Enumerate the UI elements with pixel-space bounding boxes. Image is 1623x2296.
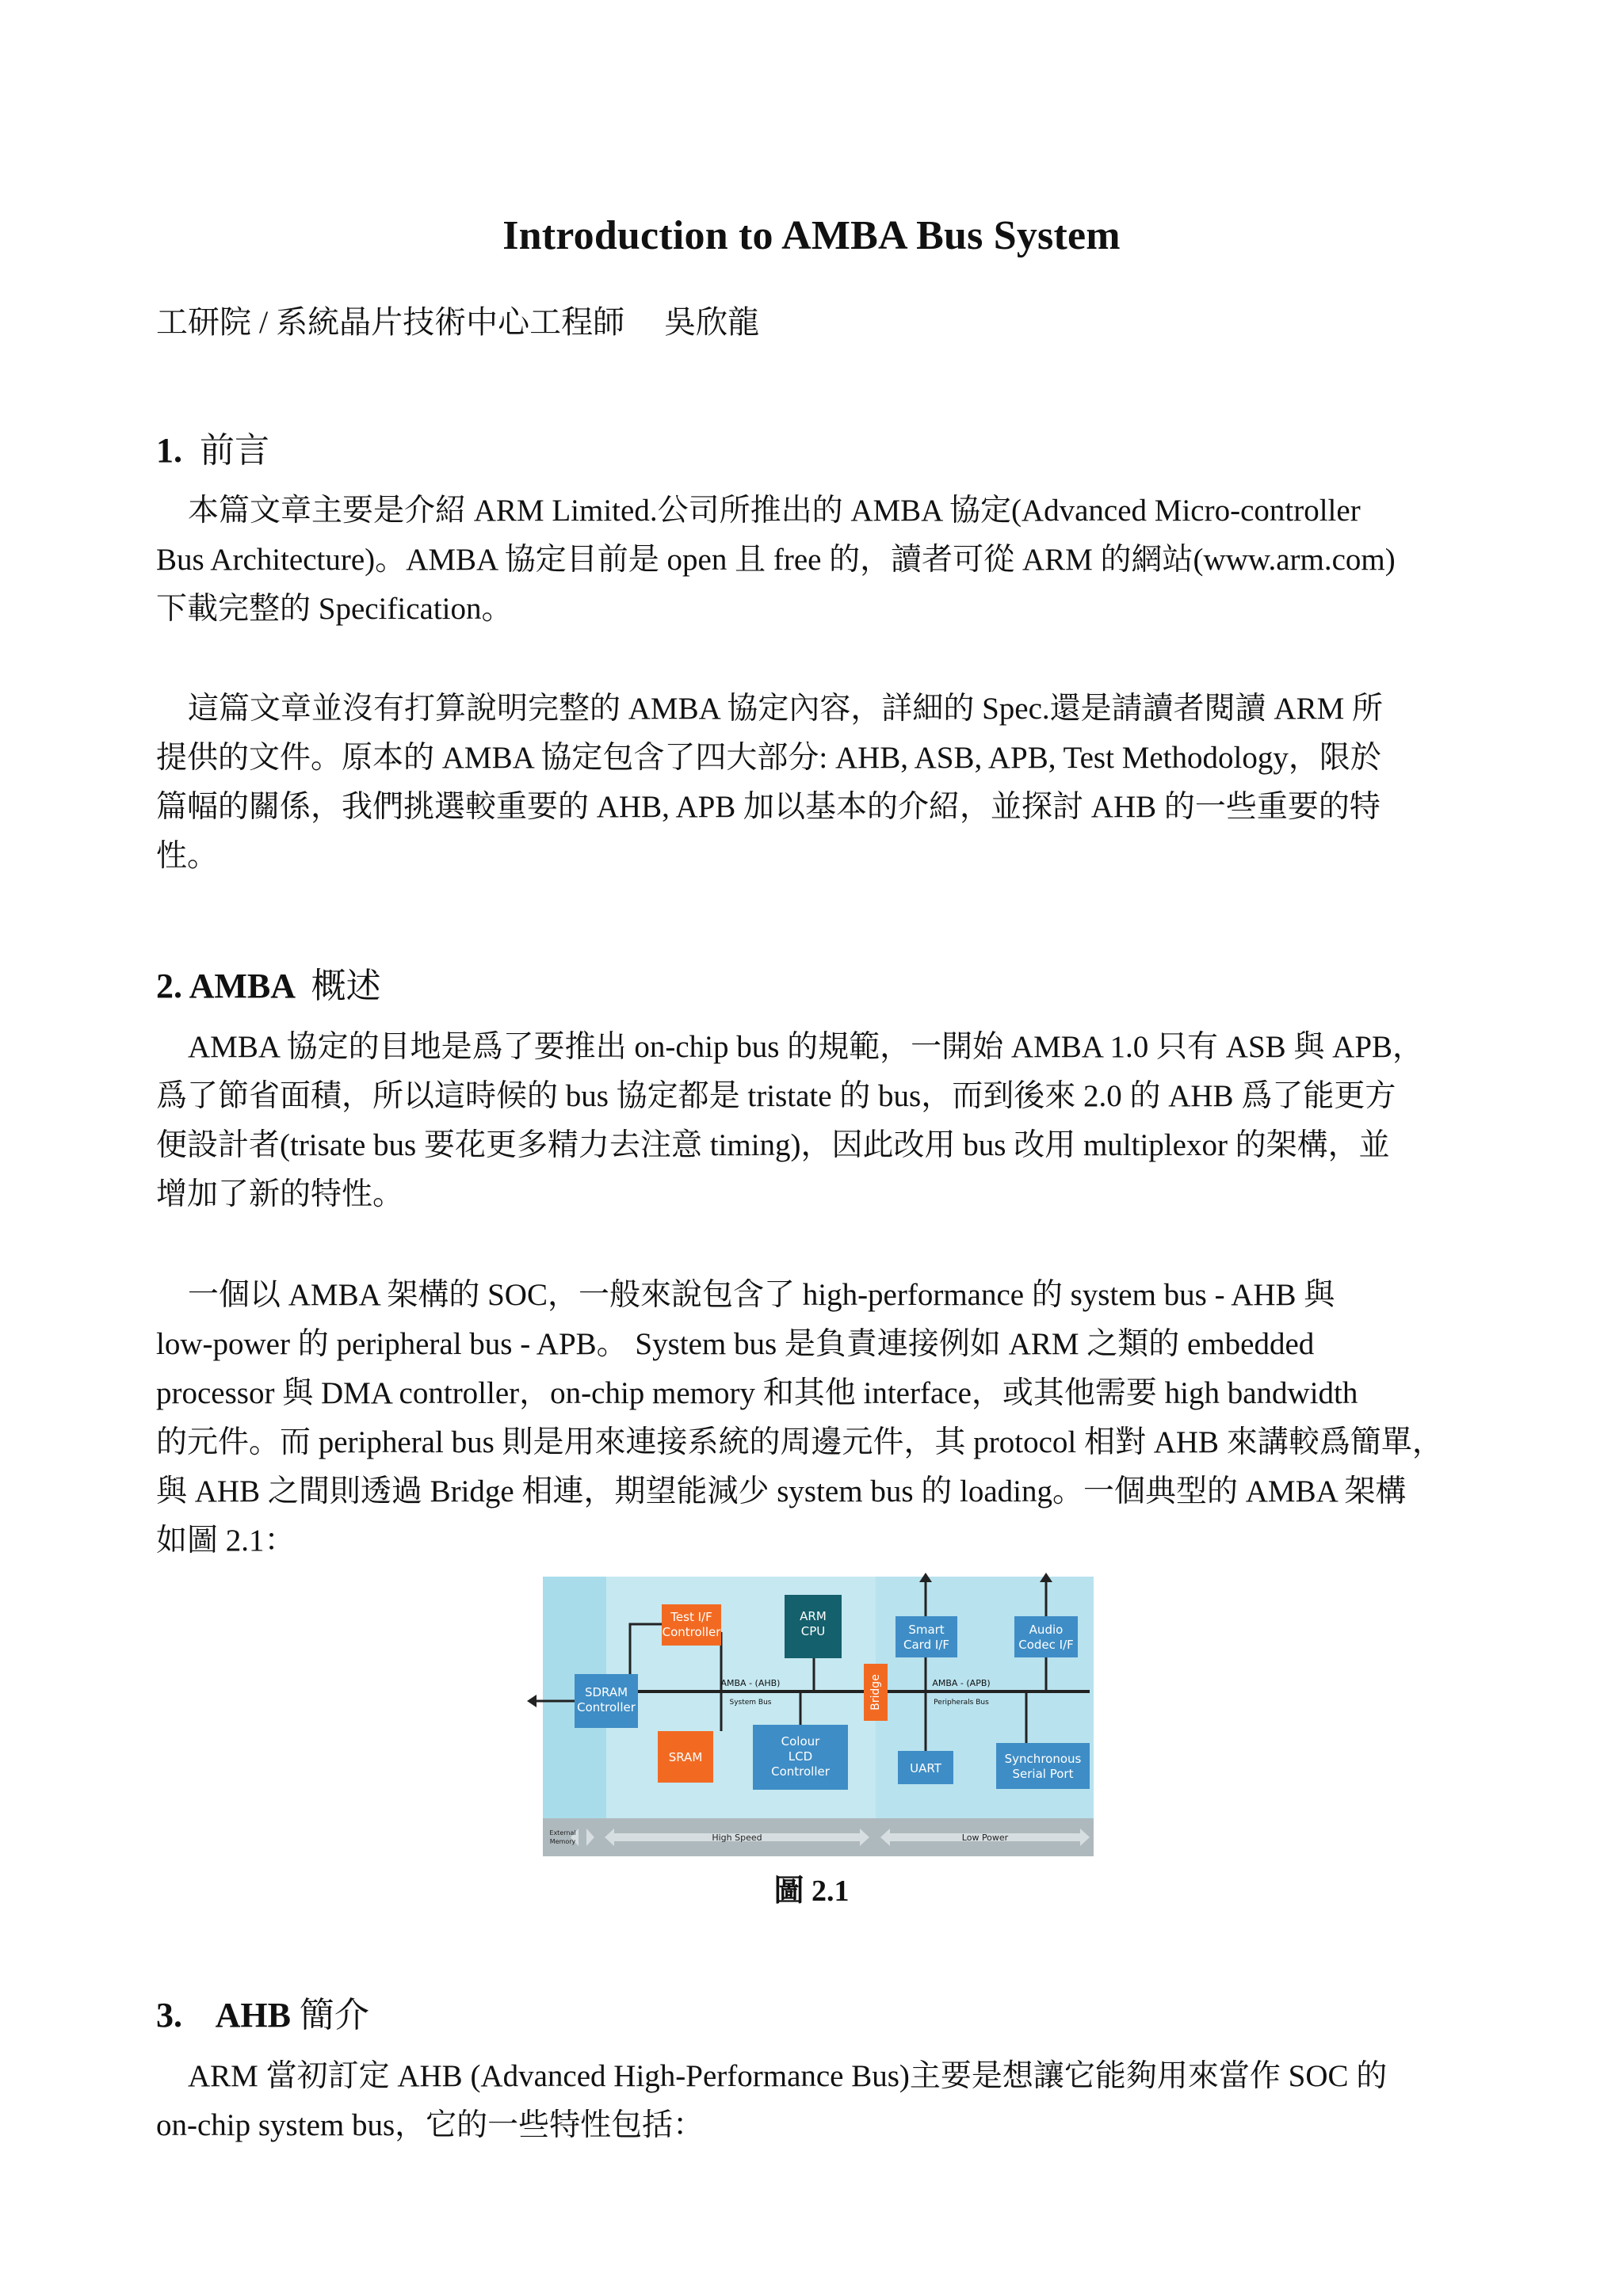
text-line: 增加了新的特性。 xyxy=(156,1177,404,1211)
text-line: Bus Architecture)。AMBA 協定目前是 open 且 free 的，讀者可從 ARM 的網站(www.arm.com) xyxy=(156,543,1396,577)
block-label: Test I/F xyxy=(670,1610,712,1624)
text-line: low-power 的 peripheral bus - APB。 System bus 是負責連接例如 ARM 之類的 embedded xyxy=(156,1327,1315,1361)
arm-cpu-block xyxy=(785,1595,842,1658)
author-line: 工研院 / 系統晶片技術中心工程師 吳欣龍 xyxy=(156,304,760,340)
arrow-left-icon xyxy=(527,1695,537,1707)
text-line: on-chip system bus，它的一些特性包括： xyxy=(156,2108,705,2142)
block-label: CPU xyxy=(800,1624,826,1638)
block-label: Controller xyxy=(662,1625,721,1639)
zone-label: Low Power xyxy=(961,1833,1009,1843)
block-label: Controller xyxy=(577,1700,636,1714)
section-3-heading xyxy=(156,1986,369,2037)
ahb-bus-label: AMBA - (AHB) xyxy=(720,1678,781,1688)
amba-diagram xyxy=(527,1573,1106,1862)
bridge-block xyxy=(864,1664,888,1721)
text-line: 本篇文章主要是介紹 ARM Limited.公司所推出的 AMBA 協定(Advanced Micro-controller xyxy=(188,494,1361,528)
section-title: 簡介 xyxy=(299,1996,369,2035)
text-line: 一個以 AMBA 架構的 SOC，一般來說包含了 high-performance 的 system bus - AHB 與 xyxy=(188,1278,1335,1312)
uart-block xyxy=(898,1751,953,1784)
section-1-paragraph-1 xyxy=(156,486,1480,634)
block-label: Controller xyxy=(771,1764,830,1779)
block-label: Serial Port xyxy=(1012,1767,1074,1781)
text-line: 性。 xyxy=(156,839,219,873)
colour-lcd-controller-block xyxy=(753,1725,848,1790)
section-number: 1. xyxy=(156,431,182,470)
text-line: 爲了節省面積，所以這時候的 bus 協定都是 tristate 的 bus，而到後來 2.0 的 AHB 爲了能更方 xyxy=(156,1079,1396,1113)
text-line: 的元件。而 peripheral bus 則是用來連接系統的周邊元件，其 protocol 相對 AHB 來講較爲簡單， xyxy=(156,1425,1443,1459)
apb-bus-label: AMBA - (APB) xyxy=(932,1678,991,1688)
block-label: LCD xyxy=(788,1749,813,1764)
section-2-heading xyxy=(156,957,381,1008)
section-1-paragraph-2 xyxy=(156,685,1480,881)
apb-bus-sublabel: Peripherals Bus xyxy=(934,1699,989,1707)
amba-architecture-figure xyxy=(527,1573,1106,1862)
block-label: Synchronous xyxy=(1004,1752,1082,1766)
section-2-paragraph-1 xyxy=(156,1023,1480,1219)
section-3-paragraph-1 xyxy=(156,2052,1480,2150)
block-label: SRAM xyxy=(668,1750,703,1764)
section-title: 前言 xyxy=(200,431,269,470)
zone-label: Memory xyxy=(549,1838,576,1845)
block-label: Smart xyxy=(908,1623,945,1637)
text-line: 這篇文章並沒有打算說明完整的 AMBA 協定內容，詳細的 Spec.還是請讀者閱讀 ARM 所 xyxy=(188,692,1384,726)
block-label: ARM xyxy=(800,1609,827,1623)
figure-caption: 圖 2.1 xyxy=(773,1875,850,1908)
section-1-heading xyxy=(156,421,269,472)
section-number: 2. AMBA xyxy=(156,967,294,1005)
block-label: UART xyxy=(910,1761,941,1775)
test-if-controller-block xyxy=(662,1604,721,1646)
document-title: Introduction to AMBA Bus System xyxy=(502,213,1121,258)
block-label: Card I/F xyxy=(903,1638,949,1652)
block-label: SDRAM xyxy=(584,1685,628,1699)
block-label: Audio xyxy=(1029,1623,1064,1637)
text-line: 下載完整的 Specification。 xyxy=(156,592,513,626)
block-label: Codec I/F xyxy=(1018,1638,1074,1652)
text-line: 便設計者(trisate bus 要花更多精力去注意 timing)，因此改用 bus 改用 multiplexor 的架構，並 xyxy=(156,1128,1390,1162)
block-label: Bridge xyxy=(869,1674,882,1711)
sdram-controller-block xyxy=(575,1674,638,1728)
text-line: ARM 當初訂定 AHB (Advanced High-Performance Bus)主要是想讓它能夠用來當作 SOC 的 xyxy=(188,2059,1388,2093)
text-line: 如圖 2.1： xyxy=(156,1524,296,1558)
text-line: 與 AHB 之間則透過 Bridge 相連，期望能減少 system bus 的 loading。一個典型的 AMBA 架構 xyxy=(156,1474,1407,1508)
section-title: 概述 xyxy=(311,967,381,1005)
smart-card-if-block xyxy=(896,1616,957,1657)
text-line: processor 與 DMA controller，on-chip memory 和其他 interface，或其他需要 high bandwidth xyxy=(156,1376,1358,1410)
zone-label: External xyxy=(549,1829,576,1836)
section-number: 3. AHB xyxy=(156,1996,291,2035)
zone-label: High Speed xyxy=(712,1833,762,1843)
text-line: AMBA 協定的目地是爲了要推出 on-chip bus 的規範，一開始 AMBA 1.0 只有 ASB 與 APB， xyxy=(188,1030,1424,1064)
text-line: 篇幅的關係，我們挑選較重要的 AHB, APB 加以基本的介紹，並探討 AHB 的一些重要的特 xyxy=(156,790,1381,824)
synchronous-serial-port-block xyxy=(996,1743,1090,1789)
ahb-bus-sublabel: System Bus xyxy=(729,1699,772,1707)
sram-block xyxy=(658,1731,713,1783)
audio-codec-if-block xyxy=(1014,1616,1078,1657)
section-2-paragraph-2 xyxy=(156,1271,1480,1566)
block-label: Colour xyxy=(781,1734,820,1749)
text-line: 提供的文件。原本的 AMBA 協定包含了四大部分: AHB, ASB, APB, Test Methodology，限於 xyxy=(156,741,1381,775)
